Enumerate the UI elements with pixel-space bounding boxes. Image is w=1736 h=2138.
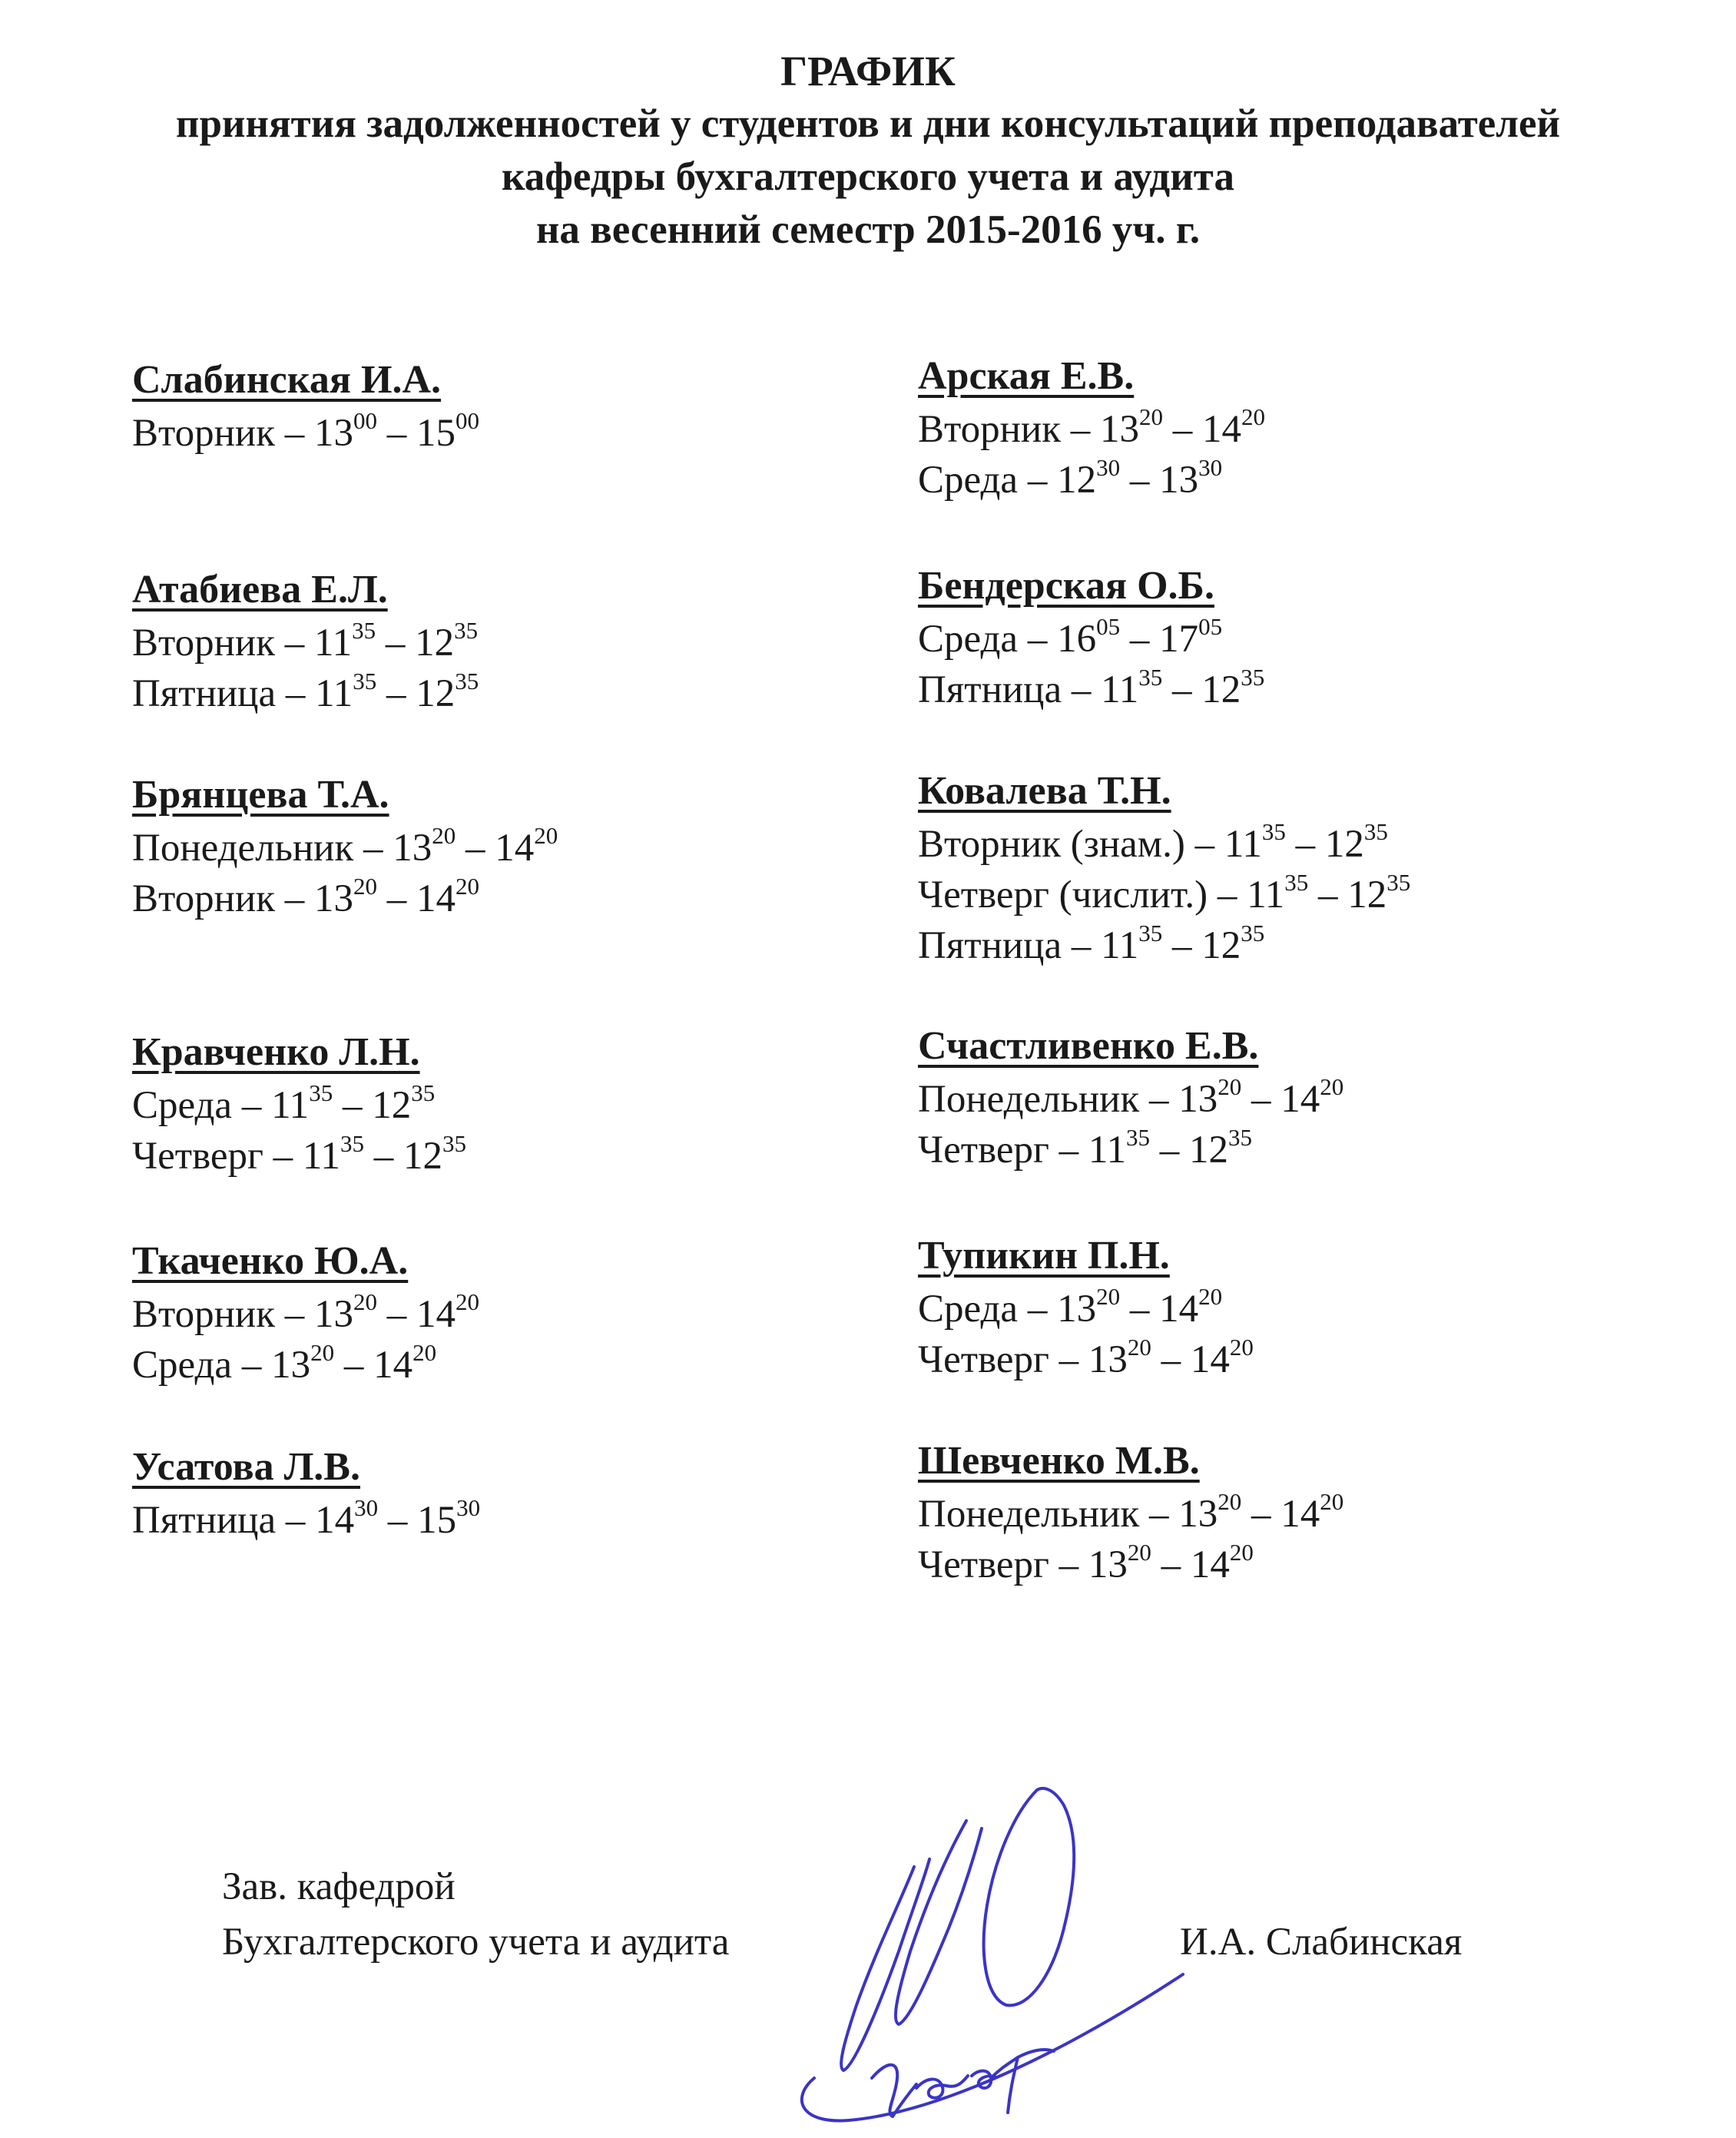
consultation-slot: Четверг – $13^{20} - 14^{20}$ (918, 1539, 1254, 1586)
slot-day: Вторник (132, 622, 275, 665)
slot-end-minutes: 35 (1363, 818, 1388, 845)
slot-day: Среда (132, 1344, 233, 1387)
slot-end-minutes: 35 (1241, 920, 1265, 946)
slot-start-minutes: 20 (432, 822, 456, 849)
slot-day: Вторник (132, 877, 275, 920)
slot-end-hour: 15 (417, 1499, 457, 1542)
consultation-slot: Пятница – $11^{35} - 12^{35}$ (132, 668, 479, 715)
slot-day: Четверг (918, 1338, 1049, 1381)
consultation-slot: Среда – $13^{20} - 14^{20}$ (918, 1283, 1223, 1331)
slot-start-hour: 11 (314, 622, 353, 665)
consultation-slot: Среда – $11^{35} - 12^{35}$ (132, 1079, 436, 1127)
slot-start-hour: 13 (314, 1293, 353, 1336)
slot-end-hour: 14 (1190, 1543, 1230, 1586)
teacher-name: Счастливенко Е.В. (918, 1024, 1259, 1068)
slot-end-minutes: 20 (1229, 1334, 1254, 1361)
slot-day: Среда (918, 459, 1019, 502)
slot-start-hour: 11 (1088, 1129, 1127, 1172)
consultation-slot: Пятница – $11^{35} - 12^{35}$ (918, 664, 1265, 711)
slot-start-hour: 11 (271, 1084, 310, 1127)
consultation-slot: Вторник (знам.) – $11^{35} - 12^{35}$ (918, 818, 1388, 866)
consultation-slot: Понедельник – $13^{20} - 14^{20}$ (918, 1488, 1344, 1536)
slot-start-minutes: 20 (1139, 403, 1163, 430)
consultation-slot: Четверг – $11^{35} - 12^{35}$ (132, 1130, 467, 1178)
slot-start-minutes: 20 (1218, 1488, 1242, 1515)
slot-start-hour: 13 (1178, 1493, 1218, 1536)
signature-image (784, 1775, 1214, 2136)
slot-end-hour: 14 (1190, 1338, 1230, 1381)
slot-end-hour: 14 (1159, 1288, 1199, 1331)
slot-end-minutes: 05 (1198, 613, 1223, 640)
document-title: ГРАФИК (780, 48, 956, 94)
consultation-slot: Среда – $12^{30} - 13^{30}$ (918, 454, 1223, 502)
slot-start-minutes: 35 (353, 668, 377, 694)
slot-end-minutes: 35 (1386, 869, 1411, 896)
slot-end-minutes: 20 (412, 1339, 437, 1366)
slot-start-minutes: 20 (1096, 1283, 1121, 1310)
slot-start-hour: 13 (393, 827, 432, 870)
slot-day: Четверг (918, 1543, 1049, 1586)
teacher-name: Брянцева Т.А. (132, 773, 389, 817)
slot-start-hour: 12 (1057, 459, 1097, 502)
slot-end-hour: 12 (1324, 823, 1364, 866)
teacher-block (132, 1444, 480, 1546)
slot-end-hour: 17 (1159, 618, 1199, 661)
consultation-slot: Четверг – $11^{35} - 12^{35}$ (918, 1124, 1253, 1172)
slot-end-minutes: 35 (442, 1130, 467, 1157)
slot-day: Пятница (918, 668, 1062, 711)
slot-end-hour: 13 (1159, 459, 1199, 502)
document-subtitle-line-3: на весенний семестр 2015-2016 уч. г. (535, 207, 1201, 252)
slot-day: Среда (918, 618, 1019, 661)
slot-start-minutes: 20 (353, 1288, 377, 1315)
slot-end-minutes: 20 (1320, 1073, 1344, 1100)
consultation-slot: Понедельник – $13^{20} - 14^{20}$ (918, 1073, 1344, 1121)
slot-end-hour: 14 (495, 827, 535, 870)
slot-day: Четверг (918, 1129, 1049, 1172)
slot-start-hour: 13 (1057, 1288, 1097, 1331)
consultation-slot: Вторник – $13^{20} - 14^{20}$ (918, 403, 1265, 451)
slot-day: Среда (918, 1288, 1019, 1331)
slot-day: Пятница (132, 1499, 277, 1542)
document-subtitle-line-2: кафедры бухгалтерского учета и аудита (502, 154, 1234, 199)
slot-start-hour: 13 (314, 877, 353, 920)
slot-start-hour: 13 (1100, 408, 1139, 451)
slot-start-minutes: 35 (1138, 920, 1163, 946)
slot-day: Вторник (132, 1293, 275, 1336)
consultation-slot: Вторник – $11^{35} - 12^{35}$ (132, 617, 479, 665)
slot-end-hour: 12 (403, 1135, 443, 1178)
slot-end-minutes: 35 (1228, 1124, 1253, 1151)
slot-start-minutes: 35 (340, 1130, 365, 1157)
consultation-slot: Вторник – $13^{20} - 14^{20}$ (132, 873, 479, 920)
slot-end-minutes: 20 (456, 873, 479, 900)
slot-start-hour: 11 (302, 1135, 341, 1178)
footer-position (222, 1859, 729, 1970)
teacher-name: Арская Е.В. (918, 354, 1135, 398)
slot-day: Среда (132, 1084, 233, 1127)
slot-end-hour: 14 (1202, 408, 1241, 451)
teacher-block (918, 1023, 1343, 1175)
slot-start-hour: 16 (1057, 618, 1097, 661)
teacher-block (918, 1233, 1254, 1385)
slot-day: Понедельник (918, 1493, 1140, 1536)
slot-start-hour: 13 (271, 1344, 311, 1387)
slot-day: Вторник (918, 408, 1061, 451)
slot-end-hour: 12 (1201, 668, 1241, 711)
slot-start-hour: 13 (1178, 1078, 1218, 1121)
slot-day: Понедельник (132, 827, 354, 870)
slot-end-hour: 12 (372, 1084, 412, 1127)
slot-end-hour: 12 (416, 672, 456, 715)
slot-start-minutes: 00 (353, 407, 377, 434)
slot-end-minutes: 35 (411, 1079, 436, 1106)
slot-start-minutes: 35 (352, 617, 376, 644)
slot-end-minutes: 00 (456, 407, 479, 434)
slot-end-hour: 14 (1280, 1493, 1320, 1536)
slot-start-hour: 11 (1224, 823, 1262, 866)
teacher-block (918, 563, 1264, 715)
slot-end-minutes: 30 (456, 1494, 481, 1521)
slot-start-minutes: 35 (1126, 1124, 1151, 1151)
slot-start-minutes: 20 (310, 1339, 335, 1366)
slot-start-minutes: 35 (1138, 664, 1163, 691)
slot-start-minutes: 05 (1096, 613, 1121, 640)
consultation-slot: Пятница – $14^{30} - 15^{30}$ (132, 1494, 481, 1542)
teacher-name: Усатова Л.В. (132, 1445, 360, 1489)
teacher-name: Кравченко Л.Н. (132, 1030, 420, 1074)
teacher-block (132, 1029, 466, 1182)
slot-start-minutes: 30 (1096, 454, 1121, 481)
slot-end-minutes: 20 (534, 822, 558, 849)
slot-end-hour: 14 (416, 1293, 456, 1336)
teacher-block (132, 357, 479, 459)
slot-end-minutes: 35 (455, 668, 479, 694)
teacher-name: Атабиева Е.Л. (132, 568, 388, 612)
slot-end-hour: 12 (1347, 873, 1387, 917)
document-subtitle-line-1: принятия задолженностей у студентов и дни консультаций преподавателей (175, 101, 1561, 146)
teacher-name: Шевченко М.В. (918, 1439, 1200, 1483)
slot-start-minutes: 35 (1261, 818, 1286, 845)
slot-end-hour: 14 (373, 1344, 413, 1387)
slot-day: Понедельник (918, 1078, 1140, 1121)
teacher-name: Ковалева Т.Н. (918, 769, 1171, 813)
slot-day: Пятница (918, 924, 1062, 967)
slot-end-minutes: 20 (1229, 1539, 1254, 1566)
slot-start-hour: 13 (314, 412, 353, 455)
consultation-slot: Пятница – $11^{35} - 12^{35}$ (918, 920, 1265, 967)
teacher-name: Ткаченко Ю.А. (132, 1239, 409, 1283)
consultation-slot: Среда – $16^{05} - 17^{05}$ (918, 613, 1223, 661)
slot-start-minutes: 20 (1127, 1539, 1151, 1566)
slot-start-minutes: 20 (1218, 1073, 1242, 1100)
consultation-slot: Вторник – $13^{20} - 14^{20}$ (132, 1288, 479, 1336)
teacher-block (132, 567, 479, 719)
slot-start-minutes: 20 (353, 873, 377, 900)
slot-start-hour: 11 (1101, 668, 1139, 711)
consultation-slot: Вторник – $13^{00} - 15^{00}$ (132, 407, 479, 455)
slot-start-hour: 14 (315, 1499, 355, 1542)
teacher-name: Тупикин П.Н. (918, 1234, 1170, 1278)
slot-end-hour: 12 (1189, 1129, 1229, 1172)
teacher-block (132, 1238, 479, 1391)
slot-day: Вторник (132, 412, 275, 455)
slot-end-minutes: 20 (1198, 1283, 1223, 1310)
slot-start-hour: 13 (1088, 1543, 1128, 1586)
slot-end-hour: 14 (416, 877, 456, 920)
slot-start-minutes: 20 (1127, 1334, 1151, 1361)
slot-end-hour: 15 (416, 412, 456, 455)
slot-day: Четверг (числит.) (918, 873, 1208, 917)
slot-start-hour: 13 (1088, 1338, 1128, 1381)
slot-end-minutes: 20 (1320, 1488, 1344, 1515)
slot-start-minutes: 35 (1284, 869, 1309, 896)
slot-start-hour: 11 (1247, 873, 1285, 917)
teacher-block (918, 353, 1265, 505)
teacher-block (132, 772, 558, 924)
teacher-name: Бендерская О.Б. (918, 564, 1214, 608)
footer-signatory: И.А. Слабинская (1180, 1921, 1463, 1964)
teacher-block (918, 1438, 1343, 1590)
slot-end-minutes: 20 (456, 1288, 479, 1315)
slot-end-minutes: 30 (1198, 454, 1223, 481)
footer-position-line-2: Бухгалтерского учета и аудита (222, 1921, 730, 1964)
slot-day: Вторник (знам.) (918, 823, 1185, 866)
slot-end-minutes: 35 (454, 617, 479, 644)
teacher-name: Слабинская И.А. (132, 358, 442, 402)
consultation-slot: Четверг – $13^{20} - 14^{20}$ (918, 1334, 1254, 1381)
footer-position-line-1: Зав. кафедрой (222, 1865, 456, 1908)
slot-start-minutes: 35 (309, 1079, 333, 1106)
slot-day: Четверг (132, 1135, 263, 1178)
slot-start-hour: 11 (315, 672, 353, 715)
slot-end-hour: 12 (415, 622, 455, 665)
teacher-block (918, 768, 1410, 971)
slot-start-minutes: 30 (354, 1494, 379, 1521)
consultation-slot: Четверг (числит.) – $11^{35} - 12^{35}$ (918, 869, 1411, 917)
slot-end-minutes: 35 (1241, 664, 1265, 691)
consultation-slot: Среда – $13^{20} - 14^{20}$ (132, 1339, 437, 1387)
slot-day: Пятница (132, 672, 277, 715)
slot-end-hour: 12 (1201, 924, 1241, 967)
slot-start-hour: 11 (1101, 924, 1139, 967)
slot-end-hour: 14 (1280, 1078, 1320, 1121)
consultation-slot: Понедельник – $13^{20} - 14^{20}$ (132, 822, 558, 870)
slot-end-minutes: 20 (1241, 403, 1265, 430)
